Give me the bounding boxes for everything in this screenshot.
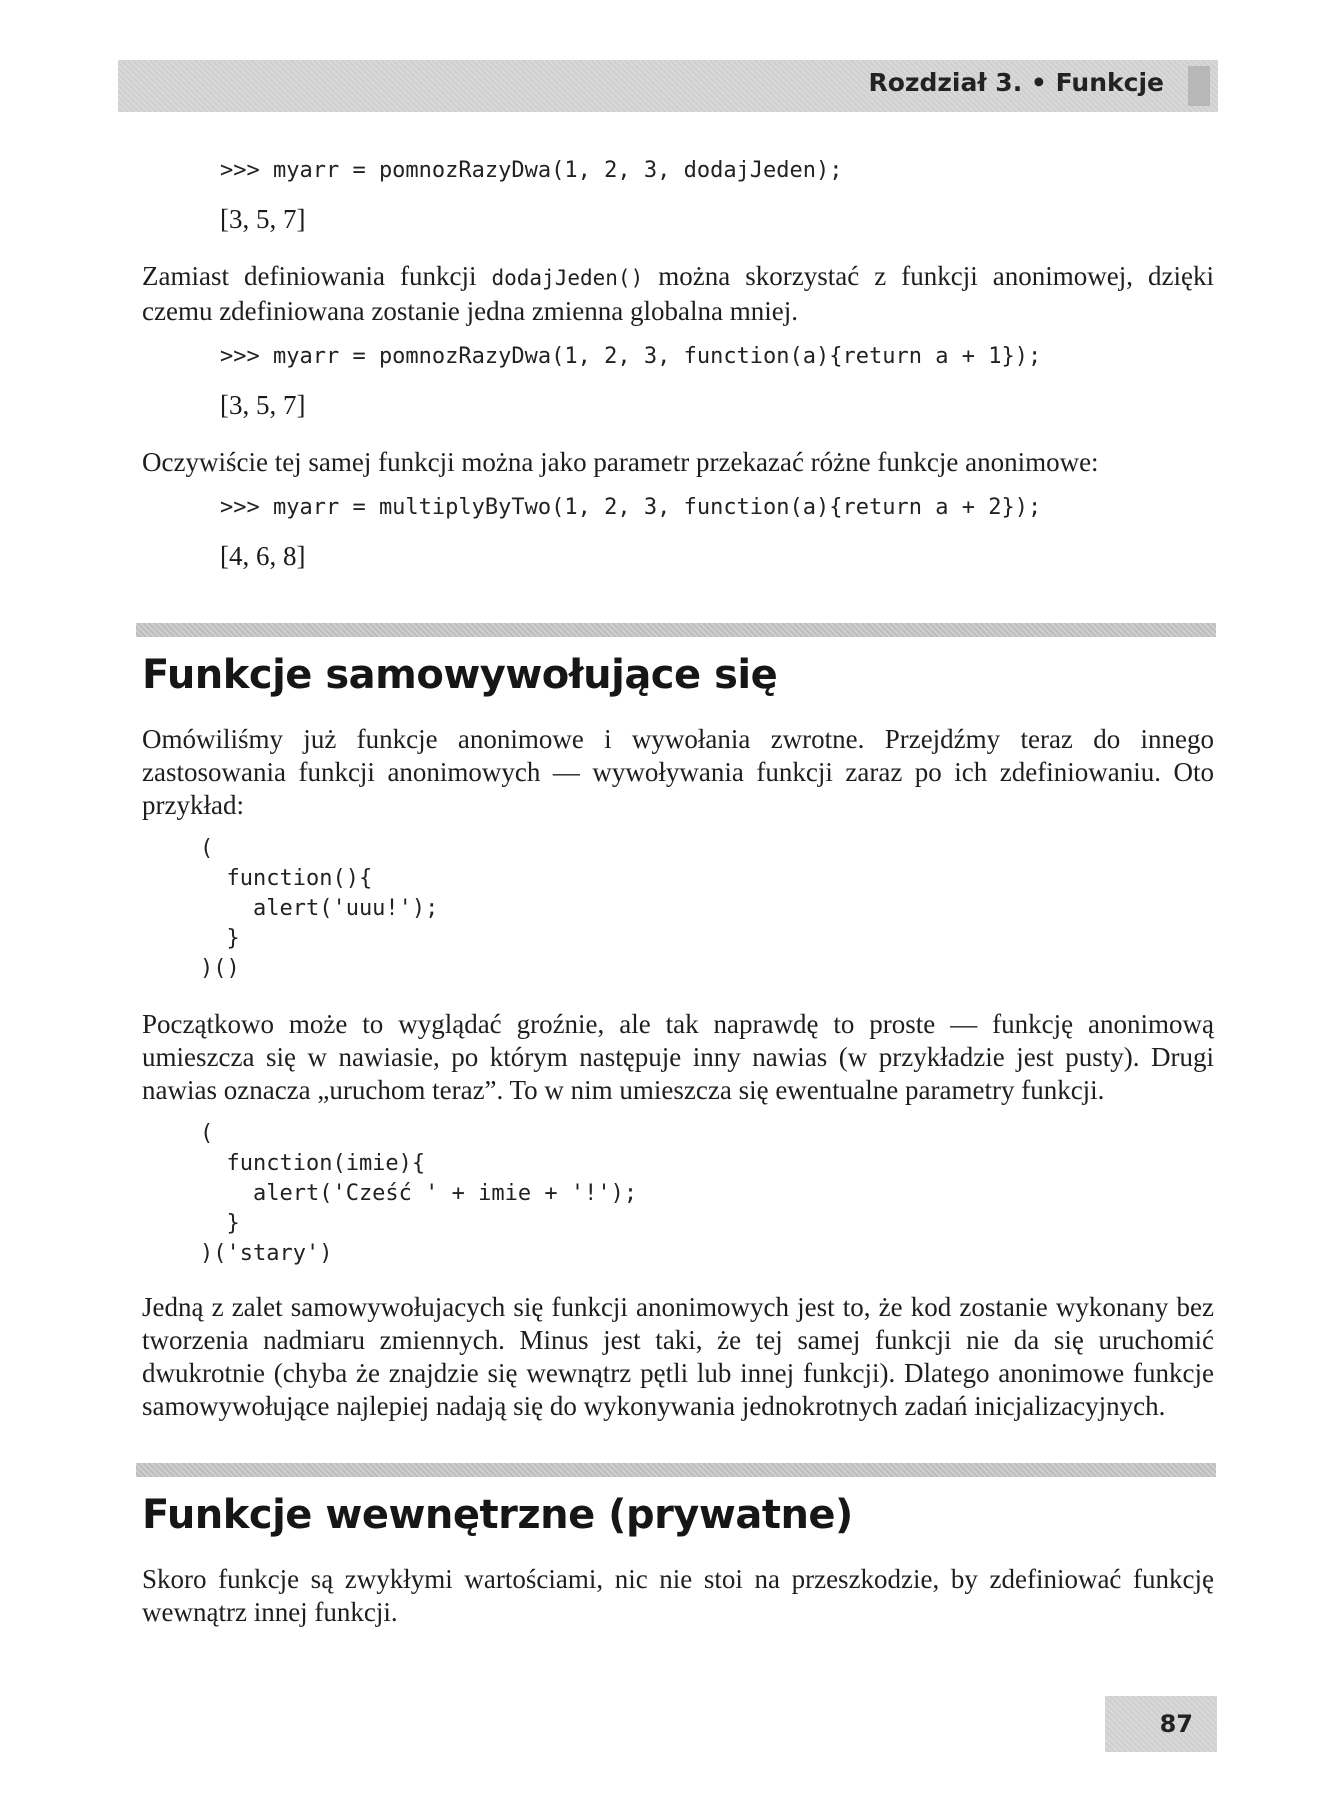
paragraph-different-anonymous: Oczywiście tej samej funkcji można jako parametr przekazać różne funkcje anonimowe: — [142, 447, 1099, 477]
code-example-3: >>> myarr = multiplyByTwo(1, 2, 3, function(a){return a + 2}); — [220, 495, 1042, 520]
header-tab-marker — [1188, 66, 1210, 106]
paragraph-self-invoking-explanation: Początkowo może to wyglądać groźnie, ale tak naprawdę to proste — funkcję anonimową umieszcza się w nawiasie, po którym następuje inny nawias (w przykładzie jest pusty). Drugi nawias oznacza „uruchom teraz”. To w nim umieszcza się ewentualne parametry funkcji. — [142, 1009, 1214, 1105]
running-header — [118, 60, 1218, 112]
code-example-1: >>> myarr = pomnozRazyDwa(1, 2, 3, dodajJeden); — [220, 158, 843, 183]
result-2: [3, 5, 7] — [220, 390, 306, 420]
page-content — [142, 150, 1214, 1629]
paragraph-anonymous-function — [142, 260, 1214, 328]
section-divider-2 — [136, 1463, 1216, 1477]
chapter-title: Rozdział 3. • Funkcje — [868, 68, 1164, 97]
section-divider-1 — [136, 623, 1216, 637]
inline-code-dodajjeden: dodajJeden() — [491, 266, 644, 290]
result-3: [4, 6, 8] — [220, 541, 306, 571]
code-example-2: >>> myarr = pomnozRazyDwa(1, 2, 3, function(a){return a + 1}); — [220, 344, 1042, 369]
page-number-box — [1105, 1696, 1217, 1752]
paragraph-self-invoking-intro: Omówiliśmy już funkcje anonimowe i wywołania zwrotne. Przejdźmy teraz do innego zastosowania funkcji anonimowych — wywoływania funkcji zaraz po ich zdefiniowaniu. Oto przykład: — [142, 724, 1214, 820]
code-example-self-invoking: ( function(){ alert('uuu!'); } )() — [200, 836, 439, 981]
paragraph-text-before: Zamiast definiowania funkcji — [142, 261, 492, 291]
section-heading-self-invoking: Funkcje samowywołujące się — [142, 652, 778, 698]
section-heading-inner-functions: Funkcje wewnętrzne (prywatne) — [142, 1492, 853, 1538]
result-1: [3, 5, 7] — [220, 204, 306, 234]
page-number: 87 — [1159, 1710, 1193, 1738]
paragraph-inner-functions-intro: Skoro funkcje są zwykłymi wartościami, nic nie stoi na przeszkodzie, by zdefiniować funkcję wewnątrz innej funkcji. — [142, 1564, 1214, 1627]
paragraph-text-after: można skorzystać z funkcji anonimowej, dzięki czemu zdefiniowana zostanie jedna zmienna globalna mniej. — [142, 261, 1214, 326]
paragraph-self-invoking-advantages: Jedną z zalet samowywołujacych się funkcji anonimowych jest to, że kod zostanie wykonany bez tworzenia nadmiaru zmiennych. Minus jest taki, że tej samej funkcji nie da się uruchomić dwukrotnie (chyba że znajdzie się wewnątrz pętli lub innej funkcji). Dlatego anonimowe funkcje samowywołujące najlepiej nadają się do wykonywania jednokrotnych zadań inicjalizacyjnych. — [142, 1292, 1214, 1421]
code-example-self-invoking-param: ( function(imie){ alert('Cześć ' + imie + '!'); } )('stary') — [200, 1121, 638, 1266]
